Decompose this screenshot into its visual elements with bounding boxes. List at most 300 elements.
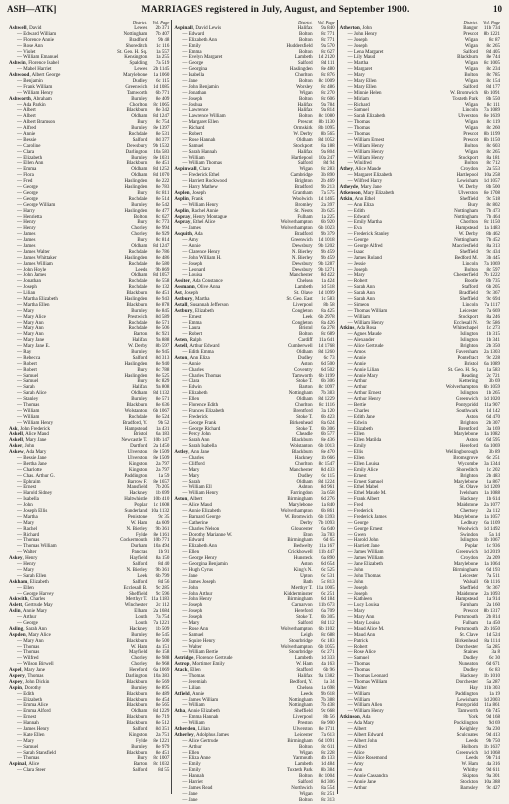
entry-volume: 6b [318, 226, 324, 232]
entry-district: Woolwich [457, 526, 478, 532]
entry-name: — James Joseph [182, 579, 216, 585]
entry-page: 1089 [489, 361, 500, 367]
entry-page: 313 [492, 243, 500, 249]
entry-page: 1117 [490, 302, 500, 308]
entry-given-name: Joseph [188, 96, 203, 102]
entry-page: 1150 [490, 137, 500, 143]
entry-district: Merthyr T. [125, 597, 148, 603]
entry-given-name: James [23, 238, 36, 244]
entry-given-name: Wilson Birwell [23, 662, 54, 668]
entry-district: Maidstone [456, 503, 478, 509]
entry-given-name: Mary [23, 520, 35, 526]
entry-name: Atherden, Lilian [174, 726, 210, 732]
entry-district: Wolverhampton [280, 220, 313, 226]
entry-page: 744 [492, 55, 500, 61]
entry-district: Kidderminster [283, 591, 313, 597]
entry-page: 589 [161, 314, 170, 320]
entry-name: — Jessie [347, 261, 366, 267]
entry-volume: 1d [153, 84, 159, 90]
entry-page: 230 [492, 726, 500, 732]
entry-page: 627 [161, 214, 170, 220]
entry-given-name: Alfred [22, 126, 37, 132]
entry-volume: 7b [486, 208, 492, 214]
entry-given-name: William [353, 697, 371, 703]
entry-name: — John William H. [182, 255, 222, 261]
entry-district: Prescot [463, 137, 478, 143]
entry-district: Bromsgrove [453, 456, 478, 462]
entry-given-name: Frederick Ethel [188, 173, 220, 179]
entry-district: Lewes [134, 67, 148, 73]
entry-volume: 6c [321, 567, 326, 573]
entry-name: — William [347, 691, 371, 697]
entry-volume: 8c [318, 385, 324, 391]
entry-volume: 10b [153, 538, 161, 544]
entry-name: — John [182, 585, 199, 591]
entry-given-name: Martha [195, 296, 210, 302]
entry-name: — Robert [17, 361, 37, 367]
entry-volume: 8d [158, 579, 164, 585]
entry-given-name: Annie Jane [353, 780, 376, 785]
district-heading: District. [463, 20, 478, 25]
entry-page: 597 [161, 344, 170, 350]
entry-name: — Rose Alice [347, 650, 376, 656]
entry-district: Bolton [299, 797, 313, 803]
entry-volume: 8c [321, 49, 326, 55]
entry-district: Leigh [300, 632, 313, 638]
entry-volume: 2a [153, 444, 159, 450]
entry-volume: 6a [153, 668, 159, 674]
entry-name: — Thomas William [347, 308, 388, 314]
register-columns [7, 20, 502, 803]
entry-name: — William Henry [347, 155, 384, 161]
entry-district: Mayfield [129, 650, 148, 656]
entry-given-name: Robert [188, 332, 203, 338]
entry-given-name: Elizabeth [353, 426, 373, 432]
entry-given-name: Jonathan [23, 279, 42, 285]
entry-name: — Joseph [347, 591, 368, 597]
entry-district: Greenwich [456, 550, 478, 556]
entry-district: Wigan [464, 126, 478, 132]
entry-district: Rochdale [128, 249, 148, 255]
entry-volume: 2b [486, 344, 492, 350]
entry-given-name: Mabel Harriet [23, 67, 52, 73]
entry-name: — Charles Thomas [182, 373, 222, 379]
entry-surname: Askwith [9, 597, 28, 603]
entry-page: 459 [327, 255, 335, 261]
entry-name: — Emma Alice [17, 703, 49, 709]
entry-volume: 6b [323, 668, 329, 674]
entry-page: 1224 [324, 479, 335, 485]
entry-given-name: Alice Gertrude [353, 344, 384, 350]
entry-volume: 8c [321, 37, 326, 43]
entry-name: — William Henry [182, 491, 219, 497]
entry-name: Aspinall, David Lewis [174, 26, 222, 31]
entry-given-name: John William H. [188, 255, 222, 261]
entry-page: 1102 [324, 626, 335, 632]
entry-district: Salford [132, 726, 148, 732]
entry-district: Haslingden [124, 361, 148, 367]
entry-name: — Amos [347, 349, 366, 355]
entry-district: Greenwich [456, 397, 478, 403]
entry-name: — Mary [17, 567, 35, 573]
entry-given-name: Mary [188, 473, 200, 479]
entry-district: Northwich [291, 785, 313, 791]
entry-given-name: William [353, 691, 371, 697]
entry-page: 595 [492, 438, 500, 444]
entry-page: 265 [492, 43, 500, 49]
entry-surname: Aspray [174, 214, 191, 220]
entry-name: Astall, Susannah Jefferson [174, 302, 229, 308]
entry-page: 287 [492, 679, 500, 685]
entry-given-name: Emma [23, 167, 37, 173]
entry-name: — Simeon [347, 302, 370, 308]
entry-given-name: Emily [188, 762, 201, 768]
entry-district: Croydon [460, 167, 478, 173]
entry-district: Chertsey [460, 509, 478, 515]
entry-given-name: Joshua [188, 102, 203, 108]
entry-district: Wycombe [457, 461, 478, 467]
entry-surname: Atherden [174, 726, 196, 732]
entry-given-name: Isabella [188, 73, 205, 79]
entry-volume: 3b [488, 450, 494, 456]
entry-volume: 2b [320, 179, 326, 185]
entry-page: 315 [492, 332, 500, 338]
entry-given-name: Frederick [188, 414, 208, 420]
entry-volume: 8d [155, 726, 161, 732]
entry-page: 603 [492, 143, 500, 149]
entry-volume: 8a [321, 785, 326, 791]
entry-name: — Ellis [347, 450, 364, 456]
entry-name: — Robert [347, 644, 368, 650]
entry-volume: 7a [321, 190, 326, 196]
entry-volume: 4a [155, 520, 161, 526]
entry-volume: 8c [156, 190, 161, 196]
entry-district: Tamworth [457, 709, 478, 715]
entry-district: Wigan [464, 149, 478, 155]
entry-surname: Askell [9, 438, 23, 444]
entry-district: Toxteth Park [287, 768, 313, 774]
entry-page: 878 [161, 302, 170, 308]
entry-page: 804 [327, 149, 335, 155]
entry-volume: 8c [484, 61, 489, 67]
entry-volume: 8c [153, 102, 159, 108]
entry-name: — Frederick Ethel [182, 173, 220, 179]
entry-page: 1650 [489, 626, 500, 632]
entry-volume: 11a [318, 338, 326, 344]
entry-district: Halifax [297, 149, 313, 155]
entry-name: — James [17, 238, 36, 244]
entry-name: — Edwin [347, 420, 367, 426]
entry-page: 228 [492, 355, 500, 361]
entry-name: — Clarence Henry [182, 249, 221, 255]
entry-name: — Ellen [182, 397, 200, 403]
entry-given-name: Joseph [188, 261, 203, 267]
entry-given-name: Jane [188, 573, 198, 579]
entry-volume: 1a [486, 479, 492, 485]
entry-page: 397 [327, 202, 335, 208]
entry-given-name: Elizabeth [29, 579, 49, 585]
entry-volume: 9a [321, 102, 326, 108]
entry-given-name: Charles [29, 597, 46, 603]
entry-name: — George [347, 238, 369, 244]
entry-given-name: Alice [28, 762, 40, 768]
entry-name: — William [182, 155, 205, 161]
entry-name: — Frederick [347, 509, 374, 515]
entry-given-name: Harriet [188, 780, 203, 785]
entry-page: 433 [327, 467, 335, 473]
entry-district: Barrow F. [127, 479, 148, 485]
entry-name: — Emma [182, 320, 202, 326]
entry-volume: 1c [156, 43, 161, 49]
entry-surname: Atkenson [339, 190, 361, 196]
entry-volume: 8e [155, 320, 161, 326]
entry-given-name: Joseph [353, 591, 368, 597]
entry-page: 583 [492, 367, 500, 373]
entry-page: 1055 [324, 644, 335, 650]
entry-page: 502 [327, 367, 335, 373]
entry-volume: 9a [321, 149, 326, 155]
entry-volume: 8e [155, 744, 161, 750]
entry-given-name: Mary Jane [360, 185, 382, 191]
entry-page: 265 [492, 391, 500, 397]
entry-name: — Fred [17, 179, 33, 185]
entry-volume: 8c [486, 43, 492, 49]
entry-volume: 1d [318, 238, 324, 244]
entry-volume: 6b [320, 426, 326, 432]
entry-name: — John [17, 503, 33, 509]
entry-district: Rochdale [128, 285, 148, 291]
entry-page: 611 [327, 744, 335, 750]
entry-given-name: Annie Mary [22, 609, 48, 615]
entry-given-name: Thomas Leonard [353, 673, 388, 679]
entry-page: 1082 [489, 432, 500, 438]
entry-volume: 10b [153, 497, 161, 503]
entry-given-name: Ernest [23, 485, 37, 491]
entry-district: Lincoln [462, 261, 478, 267]
entry-given-name: Charlotte [23, 467, 42, 473]
entry-page: 445 [492, 255, 500, 261]
entry-given-name: George Henry [188, 556, 217, 562]
entry-given-name: Clara [199, 167, 210, 173]
entry-given-name: Mary Ann [23, 638, 44, 644]
entry-district: Fulham [297, 214, 313, 220]
entry-page: 1004 [324, 774, 335, 780]
entry-page: 184 [327, 597, 335, 603]
entry-volume: 8e [155, 721, 161, 727]
entry-district: Hereford [459, 444, 478, 450]
entry-given-name: Charles [188, 456, 204, 462]
entry-district: Marylebone [453, 514, 478, 520]
entry-volume: 8e [153, 126, 159, 132]
entry-district: Lewes [134, 26, 148, 31]
entry-name: — Harriett Rockwood [182, 179, 228, 185]
entry-given-name: Thomas William [353, 308, 388, 314]
entry-given-name: William Bertie [188, 650, 219, 656]
entry-name: — Samuel [182, 143, 204, 149]
entry-given-name: William Emanuel [23, 55, 59, 61]
entry-page: 771 [161, 90, 170, 96]
entry-volume: 6d [486, 438, 492, 444]
entry-surname: Aspin [9, 685, 23, 691]
entry-district: Dudley [463, 656, 478, 662]
entry-page: 484 [327, 762, 335, 768]
entry-page: 1020 [489, 397, 500, 403]
entry-volume: 6a [484, 520, 489, 526]
entry-page: 1221 [489, 31, 500, 37]
entry-name: Aspinal, Alice [9, 762, 40, 768]
entry-page: 565 [327, 132, 335, 138]
entry-page: 751 [161, 732, 170, 738]
entry-volume: 9b [320, 249, 326, 255]
entry-given-name: Edwin [353, 420, 367, 426]
entry-page: 383 [327, 391, 335, 397]
entry-volume: 8e [155, 691, 161, 697]
entry-district: Wigan [464, 67, 478, 73]
entry-district: Hackney [129, 491, 148, 497]
entry-district: Chelsea [296, 279, 313, 285]
entry-given-name: Ernest [188, 314, 202, 320]
entry-given-name: Thomas [23, 644, 40, 650]
entry-surname: Atkins [339, 326, 355, 332]
entry-district: Blackburn [126, 302, 148, 308]
entry-given-name: Evelyn Margaret [188, 55, 223, 61]
entry-page: 1450 [159, 444, 170, 450]
entry-given-name: Lilian [23, 291, 36, 297]
entry-page: 1057 [489, 179, 500, 185]
entry-name: Askell, Mary Jane [9, 438, 47, 444]
entry-page: 163 [327, 662, 335, 668]
entry-page: 30 [494, 656, 500, 662]
page-title: MARRIAGES registered in July, August, and September 1900. [141, 4, 410, 15]
entry-name: Ashworth, Abraham [9, 96, 52, 102]
entry-given-name: Joseph [188, 615, 203, 621]
entry-surname: Aspey [9, 679, 23, 685]
entry-district: Lambeth [294, 656, 313, 662]
entry-page: 1116 [490, 579, 500, 585]
entry-volume: 1c [321, 296, 326, 302]
entry-volume: 7b [486, 214, 492, 220]
entry-name: — Sarah Alice [17, 391, 47, 397]
entry-page: 1465 [324, 196, 335, 202]
entry-volume: 1a [321, 503, 326, 509]
entry-volume: 2a [155, 461, 161, 467]
entry-page: 305 [327, 615, 335, 621]
entry-name: — Arthur [182, 744, 202, 750]
entry-volume: 5a [486, 644, 492, 650]
entry-page: 425 [327, 308, 335, 314]
entry-district: Hay [469, 685, 478, 691]
entry-name: Ask, John Frederick [9, 426, 50, 432]
entry-district: Halifax [132, 338, 148, 344]
entry-volume: 6c [321, 591, 326, 597]
entry-page: 255 [161, 55, 170, 61]
entry-volume: 8a [486, 314, 492, 320]
entry-page: 1009 [324, 79, 335, 85]
entry-name: — Joseph [347, 267, 368, 273]
entry-given-name: James Henry [23, 726, 50, 732]
entry-page: 1397 [159, 126, 170, 132]
entry-page: 709 [327, 609, 335, 615]
entry-district: Hereford [129, 668, 148, 674]
entry-page: 2019 [489, 550, 500, 556]
entry-given-name: James William [188, 697, 219, 703]
entry-volume: 8c [153, 756, 159, 762]
entry-name: — Dorothy Marianne W. [182, 532, 233, 538]
entry-district: Chorlton [294, 73, 313, 79]
entry-page: 35 [164, 514, 170, 520]
entry-page: 183 [327, 638, 335, 644]
entry-district: Nottingham [454, 214, 478, 220]
entry-page: 361 [161, 567, 170, 573]
entry-district: Burnley [131, 397, 148, 403]
entry-volume: 8c [321, 31, 326, 37]
entry-page: 895 [161, 685, 170, 691]
entry-volume: 8d [153, 243, 159, 249]
entry-volume: 9c [486, 585, 492, 591]
entry-page: 434 [492, 249, 500, 255]
entry-page: 56 [329, 715, 335, 721]
entry-given-name: Annie [188, 361, 201, 367]
entry-given-name: Hugh Cyrus [188, 567, 213, 573]
entry-given-name: Maud Alice M. [353, 626, 385, 632]
entry-volume: 8e [155, 650, 161, 656]
entry-volume: 8e [318, 726, 324, 732]
entry-district: Halifax [132, 385, 148, 391]
entry-volume: 8e [153, 738, 159, 744]
entry-given-name: Arthur [188, 744, 202, 750]
entry-volume: 8e [155, 662, 161, 668]
entry-given-name: Caroline [23, 143, 41, 149]
entry-given-name: Robert [23, 367, 37, 373]
entry-district: Hackney [460, 497, 478, 503]
entry-page: 1199 [324, 373, 335, 379]
entry-district: Chorlton [294, 461, 313, 467]
entry-given-name: Olive Anna [197, 285, 221, 291]
entry-given-name: Amos [353, 349, 366, 355]
entry-name: — Richard [182, 126, 205, 132]
entry-name: — Emily [182, 43, 201, 49]
entry-volume: 9c [486, 355, 492, 361]
entry-page: 814 [327, 108, 335, 114]
entry-name: — Ernest [17, 485, 37, 491]
entry-name: Aslett, Gertrude May [9, 603, 53, 609]
entry-volume: 8d [486, 84, 492, 90]
entry-district: Tamworth [292, 373, 313, 379]
entry-volume: 1a [155, 49, 161, 55]
entry-given-name: William Henry [353, 320, 384, 326]
entry-page: 609 [161, 520, 170, 526]
entry-district: Bath [303, 579, 313, 585]
entry-surname: Aspinall [174, 26, 193, 31]
entry-name: — Thomas William [347, 679, 388, 685]
entry-district: Nottingham [288, 697, 313, 703]
entry-name: — Wilson Birwell [17, 662, 54, 668]
entry-volume: 8c [321, 632, 326, 638]
entry-page: 276 [327, 497, 335, 503]
entry-given-name: Lucy Louisa [353, 603, 380, 609]
entry-page: 673 [327, 603, 335, 609]
entry-district: Bradford, Y. [122, 420, 148, 426]
entry-name: — Miriam [347, 96, 369, 102]
entry-page: 888 [161, 338, 170, 344]
entry-given-name: Emily Martha [353, 220, 382, 226]
entry-given-name: Jessie [353, 261, 366, 267]
entry-given-name: Ernest Samuel [353, 479, 383, 485]
entry-name: Askham, Elizabeth [9, 579, 49, 585]
entry-district: Bromley [295, 202, 313, 208]
entry-name: — Mary [347, 609, 365, 615]
entry-page: 489 [161, 691, 170, 697]
